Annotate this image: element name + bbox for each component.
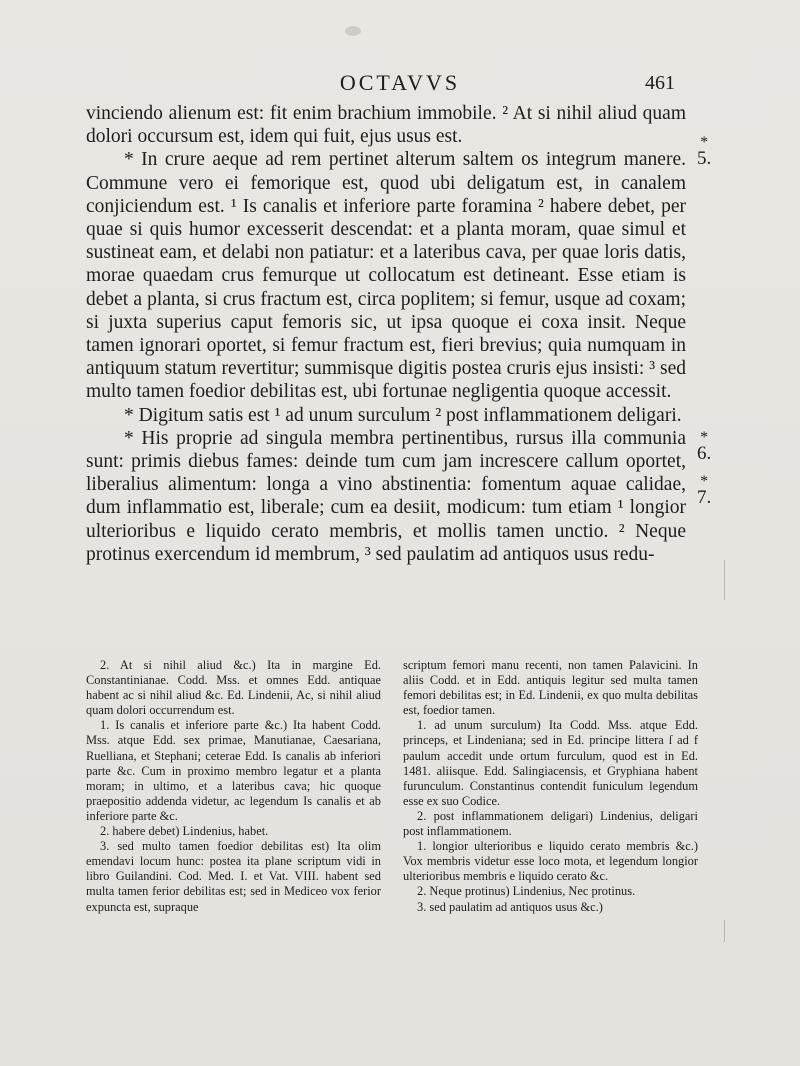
main-text-body: [86, 102, 686, 566]
paragraph-section-6: * Digitum satis est ¹ ad unum surculum ² post inflammationem deligari.: [124, 404, 682, 426]
footnote: 2. At si nihil aliud &c.) Ita in margine Ed. Constantinianae. Codd. Mss. et omnes Edd. antiquae habent ac si nihil aliud &c. Ed. Lindenii, Ac, si nihil aliud quam dolori occurrendum est.: [86, 658, 381, 718]
footnote: 1. Is canalis et inferiore parte &c.) Ita habent Codd. Mss. atque Edd. sex primae, Manutianae, Caesariana, Ruelliana, et Stephani; ceterae Edd. Is canalis ab inferiori parte &c. Cum in proximo membro legatur et a planta moram; in ultimo, et a lateribus cava; hic quoque praepositio addenda videtur, ac legendum Is canalis et ab inferiore parte &c.: [86, 718, 381, 823]
footnote: 3. sed paulatim ad antiquos usus &c.): [417, 899, 603, 914]
margin-marker-5: [697, 135, 711, 167]
footnote-continuation: scriptum femori manu recenti, non tamen Palavicini. In aliis Codd. et in Edd. antiquis legitur sed multa tamen femori debilitas est; in Ed. Lindenii, ex quo multa debilitas est, foedior tamen.: [403, 658, 698, 718]
margin-rule: [724, 920, 725, 942]
marker-number: 6.: [697, 443, 712, 464]
footnotes-left-column: [86, 658, 381, 915]
margin-rule: [724, 560, 725, 600]
page-number: 461: [645, 72, 675, 94]
paragraph-continuation: vinciendo alienum est: fit enim brachium immobile. ² At si nihil aliud quam dolori occursum est, idem qui fuit, ejus usus est.: [86, 103, 686, 148]
footnote: 1. ad unum surculum) Ita Codd. Mss. atque Edd. princeps, et Lindeniana; sed in Ed. principe littera ſ ad f paulum accedit unde ortum furculum, quod est in Ed. 1481. aliisque. Edd. Salingiacensis, et Gryphiana habent furunculum. Constantinus contendit funiculum legendum esse ex suo Codice.: [403, 718, 698, 808]
marker-star: *: [700, 134, 709, 151]
footnotes: [86, 658, 698, 915]
marker-number: 7.: [697, 487, 712, 508]
ink-smudge: [345, 26, 361, 36]
margin-marker-6: [697, 430, 711, 462]
footnote: 2. post inflammationem deligari) Lindenius, deligari post inflammationem.: [403, 808, 698, 839]
footnotes-right-column: [403, 658, 698, 915]
margin-marker-7: [697, 474, 711, 506]
marker-star: *: [700, 429, 709, 446]
running-title: OCTAVVS: [339, 70, 461, 95]
paragraph-section-5: * In crure aeque ad rem pertinet alterum saltem os integrum manere. Commune vero ei femorique est, quod ubi deligatum est, in canalem conjiciendum est. ¹ Is canalis et inferiore parte foramina ² habere debet, per quae si quis humor excesserit descendat: et a planta moram, quae simul et sustineat eam, et delabi non patiatur: et a lateribus cava, per quae loris datis, morae quaedam crus femurque ut collocatum est detineant. Esse etiam is debet a planta, si crus fractum est, circa poplitem; si femur, usque ad coxam; si juxta superius caput femoris sic, ut ipsa quoque ei coxa insit. Neque tamen ignorari oportet, si femur fractum est, fieri brevius; quia numquam in antiquum statum revertitur; summisque digitis postea cruris ejus insisti: ³ sed multo tamen foedior debilitas est, ubi fortunae negligentia quoque accessit.: [86, 149, 686, 403]
footnote: 2. habere debet) Lindenius, habet.: [100, 824, 269, 839]
footnote: 3. sed multo tamen foedior debilitas est) Ita olim emendavi locum hunc: postea ita plane scriptum vidi in libro Guilandini. Cod. Med. I. et Vat. VIII. habent sed multa tamen ferior debilitas est; sed in Mediceo vox ferior expuncta est, supraque: [86, 839, 381, 914]
marker-star: *: [700, 473, 709, 490]
footnote: 1. longior ulterioribus e liquido cerato membris &c.) Vox membris videtur esse loco mota, et legendum longior ulterioribus membris e liquido cerato &c.: [403, 839, 698, 884]
marker-number: 5.: [697, 148, 712, 169]
paragraph-section-7: * His proprie ad singula membra pertinentibus, rursus illa communia sunt: primis diebus fames: deinde tum cum jam increscere callum oportet, liberalius alimentum: longa a vino abstinentia: fomentum aquae calidae, dum inflammatio est, liberale; cum ea desiit, modicum: tum etiam ¹ longior ulterioribus e liquido cerato membris, et mollis tamen unctio. ² Neque protinus exercendum id membrum, ³ sed paulatim ad antiquos usus redu-: [86, 427, 686, 565]
footnote: 2. Neque protinus) Lindenius, Nec protinus.: [417, 884, 636, 899]
